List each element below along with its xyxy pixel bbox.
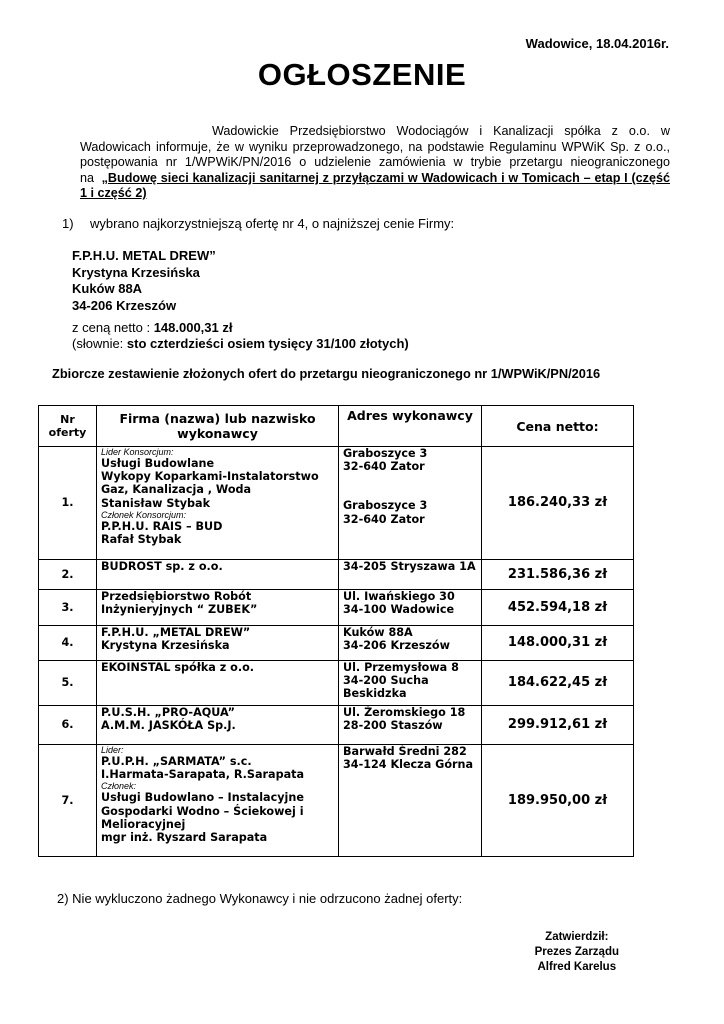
address-line: Ul. Iwańskiego 30 [343, 590, 455, 603]
signature-block [535, 930, 619, 975]
header-address: Adres wykonawcy [339, 406, 482, 447]
firm-line: Wykopy Koparkami-Instalatorstwo [101, 470, 319, 484]
point-2: 2) Nie wykluczono żadnego Wykonawcy i nie odrzucono żadnej oferty: [57, 891, 463, 906]
offer-number: 7. [39, 745, 97, 857]
offer-price: 186.240,33 zł [482, 447, 634, 560]
table-row [39, 626, 634, 661]
address-line: Graboszyce 3 [343, 447, 428, 460]
address-line: 34-205 Stryszawa 1A [343, 560, 476, 573]
offer-number: 2. [39, 560, 97, 590]
offer-address [339, 626, 482, 661]
header-price: Cena netto: [482, 406, 634, 447]
winner-city: 34-206 Krzeszów [72, 297, 177, 313]
member-line: Usługi Budowlano – Instalacyjne [101, 791, 304, 805]
address-line: 34-100 Wadowice [343, 603, 455, 617]
offer-address [339, 745, 482, 857]
member-line: Rafał Stybak [101, 533, 182, 547]
offer-firm [97, 560, 339, 590]
price-label: z ceną netto : [72, 320, 151, 335]
firm-line: I.Harmata-Sarapata, R.Sarapata [101, 768, 305, 782]
tender-subject: „Budowę sieci kanalizacji sanitarnej z przyłączami w Wadowicach i w Tomicach – etap I (część 1 i część 2) [80, 170, 670, 201]
offer-firm [97, 706, 339, 745]
signature-role: Prezes Zarządu [534, 946, 619, 958]
point-1 [62, 216, 454, 231]
offer-address [339, 706, 482, 745]
offer-price: 184.622,45 zł [482, 661, 634, 706]
intro-paragraph [80, 124, 670, 202]
consortium-leader-label: Lider Konsorcjum: [101, 447, 174, 457]
offer-price: 452.594,18 zł [482, 590, 634, 626]
address-line: Kuków 88A [343, 626, 413, 639]
member-line: mgr inż. Ryszard Sarapata [101, 831, 268, 845]
offer-address [339, 590, 482, 626]
offers-table [38, 405, 634, 857]
offer-price: 189.950,00 zł [482, 745, 634, 857]
table-row [39, 661, 634, 706]
winner-block [72, 248, 216, 314]
firm-line: BUDROST sp. z o.o. [101, 560, 223, 573]
address-line: Ul. Żeromskiego 18 [343, 706, 466, 719]
member-line: Gospodarki Wodno – Ściekowej i [101, 804, 304, 818]
header-firm: Firma (nazwa) lub nazwisko wykonawcy [97, 406, 339, 447]
winner-name: F.P.H.U. METAL DREW” [72, 248, 216, 263]
address-line: 34-124 Klecza Górna [343, 758, 474, 772]
firm-line: F.P.H.U. „METAL DREW” [101, 626, 251, 639]
firm-line: A.M.M. JASKÓŁA Sp.J. [101, 719, 236, 733]
price-words-open: (słownie: [72, 336, 124, 351]
firm-line: EKOINSTAL spółka z o.o. [101, 661, 255, 674]
address-line: 28-200 Staszów [343, 719, 443, 733]
price-words: sto czterdzieści osiem tysięcy 31/100 złotych) [126, 336, 409, 351]
header-nr: Nr oferty [39, 406, 97, 447]
offer-firm [97, 661, 339, 706]
firm-line: Stanisław Stybak [101, 496, 211, 510]
address-line: 32-640 Zator [343, 460, 425, 474]
firm-line: Przedsiębiorstwo Robót [101, 590, 252, 603]
address-line: 34-200 Sucha [343, 674, 429, 688]
member-line: P.P.H.U. RAIS – BUD [101, 519, 223, 533]
winner-person: Krystyna Krzesińska [72, 264, 200, 280]
consortium-member-label: Członek Konsorcjum: [101, 509, 187, 520]
point-1-number: 1) [62, 216, 74, 231]
offer-price: 148.000,31 zł [482, 626, 634, 661]
address-line: Graboszyce 3 [343, 499, 428, 513]
price-block [72, 320, 409, 352]
firm-line: Inżynieryjnych “ ZUBEK” [101, 603, 258, 617]
offer-firm [97, 626, 339, 661]
point-1-text: wybrano najkorzystniejszą ofertę nr 4, o najniższej cenie Firmy: [90, 216, 455, 231]
offer-firm [97, 745, 339, 857]
signature-approved: Zatwierdził: [545, 931, 609, 943]
offer-number: 5. [39, 661, 97, 706]
offer-price: 299.912,61 zł [482, 706, 634, 745]
document-title: OGŁOSZENIE [257, 57, 467, 92]
price-value: 148.000,31 zł [153, 320, 233, 335]
table-row [39, 590, 634, 626]
offer-address [339, 560, 482, 590]
table-row [39, 706, 634, 745]
offer-address [339, 661, 482, 706]
signature-name: Alfred Karelus [537, 961, 617, 973]
firm-line: P.U.P.H. „SARMATA” s.c. [101, 755, 252, 768]
address-line: Ul. Przemysłowa 8 [343, 661, 459, 674]
consortium-leader-label: Lider: [101, 745, 124, 755]
offer-price: 231.586,36 zł [482, 560, 634, 590]
winner-street: Kuków 88A [72, 281, 143, 296]
table-row [39, 447, 634, 560]
summary-title: Zbiorcze zestawienie złożonych ofert do przetargu nieograniczonego nr 1/WPWiK/PN/2016 [52, 366, 601, 381]
address-line: 32-640 Zator [343, 512, 425, 526]
member-line: Melioracyjnej [101, 817, 186, 831]
intro-text: Wadowickie Przedsiębiorstwo Wodociągów i Kanalizacji spółka z o.o. w Wadowicach informuje, że w wyniku przeprowadzonego, na podstawie Regulaminu WPWiK Sp. z o.o., postępowania nr 1/WPWiK/PN/2016 o udzielenie zamówienia w trybie przetargu nieograniczonego na [80, 124, 670, 185]
offer-number: 6. [39, 706, 97, 745]
firm-line: Gaz, Kanalizacja , Woda [101, 483, 252, 497]
document-date: Wadowice, 18.04.2016r. [525, 36, 669, 51]
offer-address [339, 447, 482, 560]
offer-firm [97, 590, 339, 626]
table-row [39, 560, 634, 590]
address-line: Barwałd Średni 282 [343, 745, 467, 758]
offer-number: 1. [39, 447, 97, 560]
address-gap [343, 473, 481, 499]
address-line: 34-206 Krzeszów [343, 639, 450, 653]
consortium-member-label: Członek: [101, 781, 137, 792]
offer-number: 4. [39, 626, 97, 661]
offer-number: 3. [39, 590, 97, 626]
offer-firm [97, 447, 339, 560]
firm-line: P.U.S.H. „PRO-AQUA” [101, 706, 235, 719]
table-row [39, 745, 634, 857]
firm-line: Krystyna Krzesińska [101, 639, 230, 653]
firm-line: Usługi Budowlane [101, 457, 215, 470]
address-line: Beskidzka [343, 687, 407, 701]
